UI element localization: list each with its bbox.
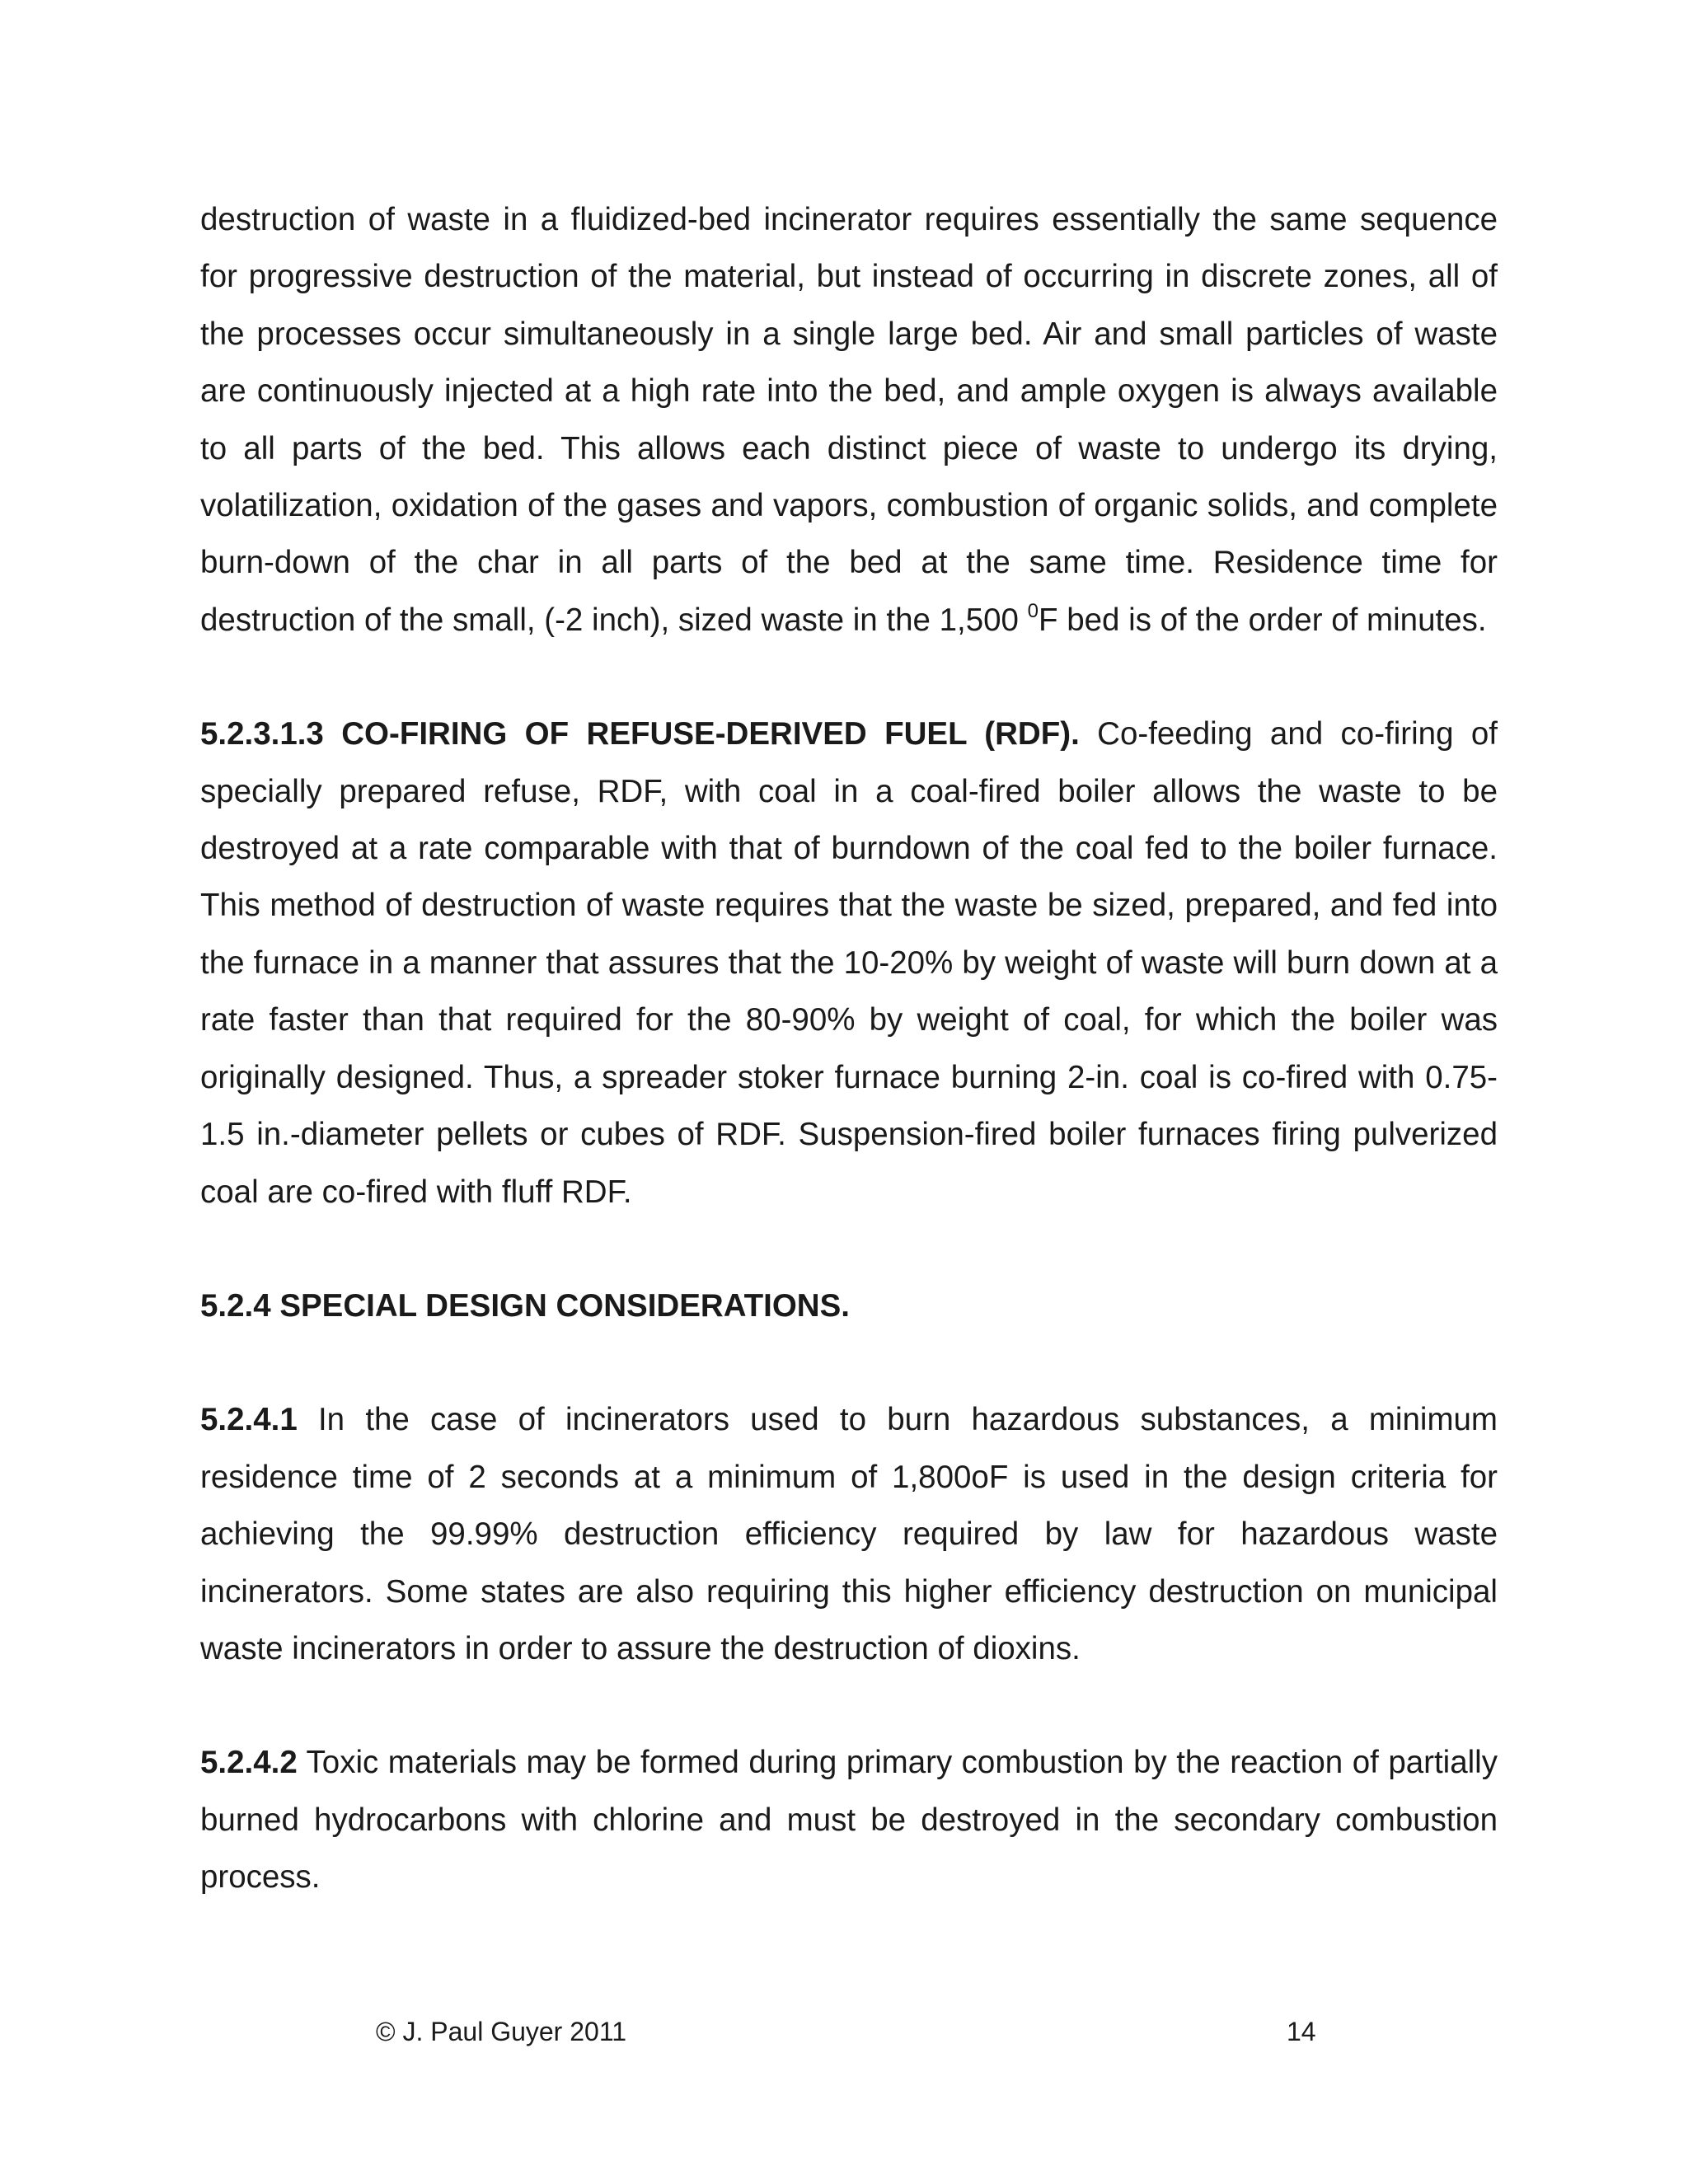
degree-superscript: 0 xyxy=(1027,600,1039,623)
paragraph-text: F bed is of the order of minutes. xyxy=(1039,602,1487,638)
section-heading-5-2-3-1-3: 5.2.3.1.3 CO-FIRING OF REFUSE-DERIVED FUEL (RDF). xyxy=(200,716,1080,752)
paragraph-5-2-4-2 xyxy=(200,1734,1498,1905)
section-heading-5-2-4-1: 5.2.4.1 xyxy=(200,1402,298,1438)
paragraph-fluidized-bed xyxy=(200,191,1498,649)
footer-copyright: © J. Paul Guyer 2011 xyxy=(376,2017,627,2046)
section-heading-5-2-4-2: 5.2.4.2 xyxy=(200,1745,298,1781)
paragraph-co-firing-rdf xyxy=(200,705,1498,1221)
page-footer xyxy=(0,2017,1688,2058)
paragraph-text: Co-feeding and co-firing of specially prepared refuse, RDF, with coal in a coal-fired boiler allows the waste to be destroyed at a rate comparable with that of burndown of the coal fed to the boiler furnace. This method of destruction of waste requires that the waste be sized, prepared, and fed into the furnace in a manner that assures that the 10-20% by weight of waste will burn down at a rate faster than that required for the 80-90% by weight of coal, for which the boiler was originally designed. Thus, a spreader stoker furnace burning 2-in. coal is co-fired with 0.75-1.5 in.-diameter pellets or cubes of RDF. Suspension-fired boiler furnaces firing pulverized coal are co-fired with fluff RDF. xyxy=(200,716,1498,1210)
paragraph-5-2-4-1 xyxy=(200,1391,1498,1677)
paragraph-text: Toxic materials may be formed during primary combustion by the reaction of partially burned hydrocarbons with chlorine and must be destroyed in the secondary combustion process. xyxy=(200,1745,1498,1896)
paragraph-text: destruction of waste in a fluidized-bed incinerator requires essentially the same sequence for progressive destruction of the material, but instead of occurring in discrete zones, all of the processes occur simultaneously in a single large bed. Air and small particles of waste are continuously injected at a high rate into the bed, and ample oxygen is always available to all parts of the bed. This allows each distinct piece of waste to undergo its drying, volatilization, oxidation of the gases and vapors, combustion of organic solids, and complete burn-down of the char in all parts of the bed at the same time. Residence time for destruction of the small, (-2 inch), sized waste in the 1,500 xyxy=(200,202,1498,638)
section-heading-5-2-4: 5.2.4 SPECIAL DESIGN CONSIDERATIONS. xyxy=(200,1287,850,1324)
paragraph-special-design xyxy=(200,1277,1498,1334)
footer-page-number: 14 xyxy=(1287,2017,1316,2046)
page-body xyxy=(200,191,1498,1906)
paragraph-text: In the case of incinerators used to burn hazardous substances, a minimum residence time of 2 seconds at a minimum of 1,800oF is used in the design criteria for achieving the 99.99% destruction efficiency required by law for hazardous waste incinerators. Some states are also requiring this higher efficiency destruction on municipal waste incinerators in order to assure the destruction of dioxins. xyxy=(200,1402,1498,1666)
